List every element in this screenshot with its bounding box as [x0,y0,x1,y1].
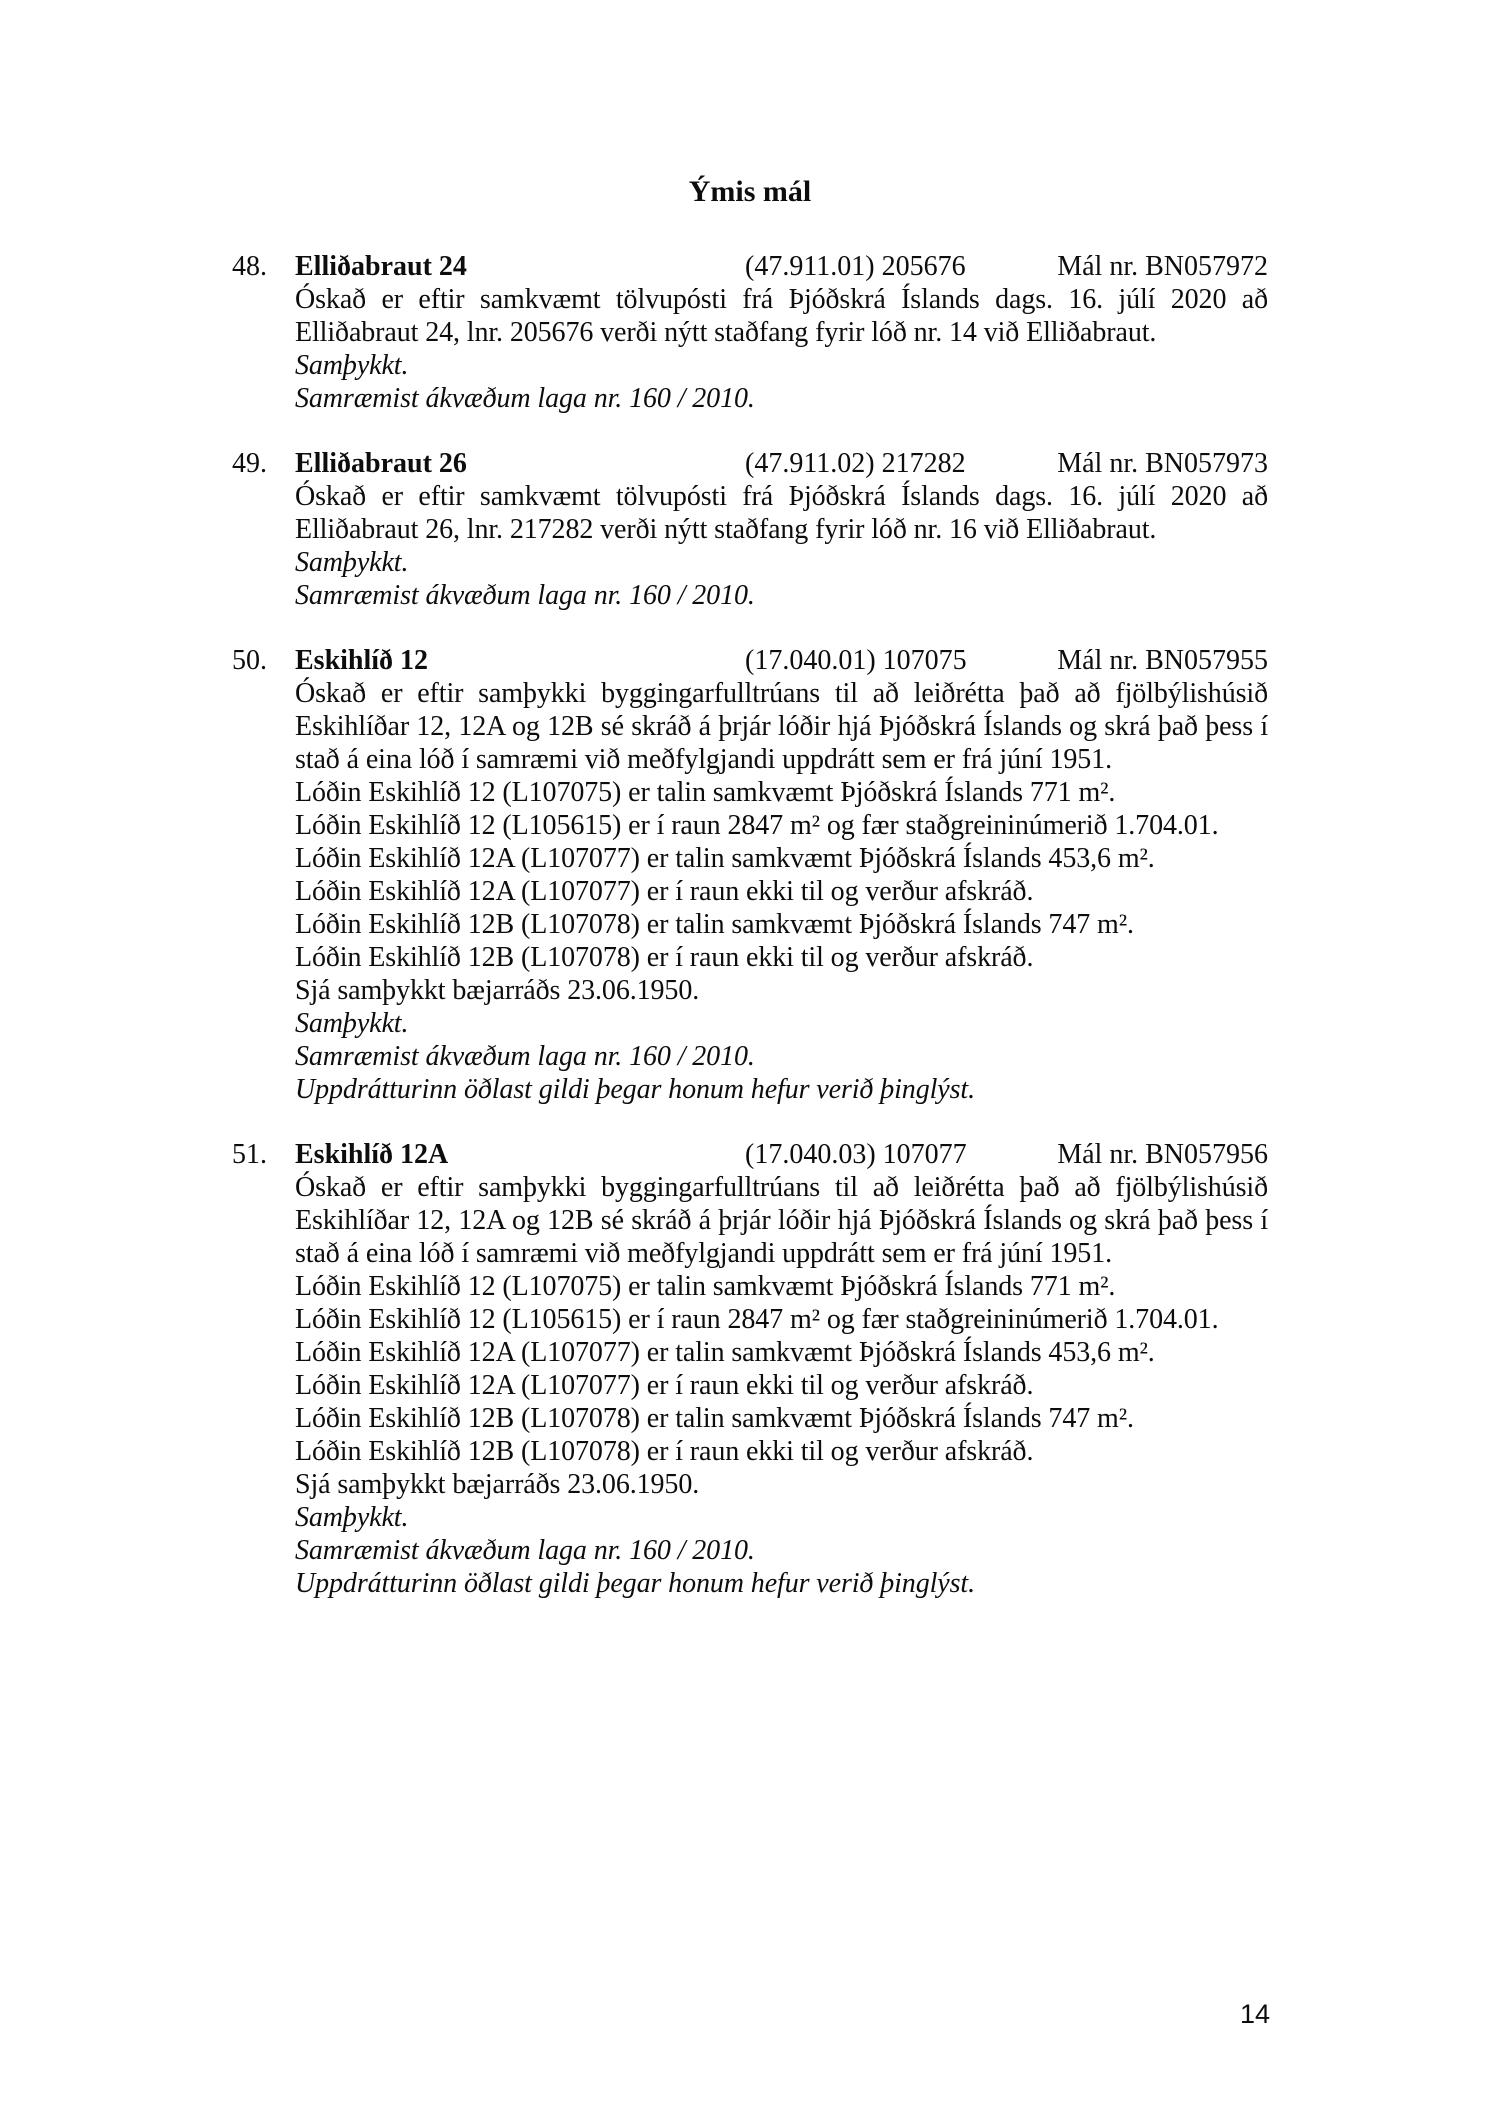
item-body [295,250,1268,415]
item-text-line: Óskað er eftir samþykki byggingarfulltrúans til að leiðrétta það að fjölbýlishúsið [295,1172,1268,1203]
item-body [295,1138,1268,1600]
item-reference: (47.911.01) 205676 [745,251,966,282]
item-text-line: Lóðin Eskihlíð 12 (L105615) er í raun 2847 m² og fær staðgreininúmerið 1.704.01. [295,810,1219,841]
item-text-line: Elliðabraut 26, lnr. 217282 verði nýtt staðfang fyrir lóð nr. 16 við Elliðabraut. [295,514,1157,545]
item-case-number: Mál nr. BN057973 [1057,448,1268,479]
item-text-line: Óskað er eftir samkvæmt tölvupósti frá Þjóðskrá Íslands dags. 16. júlí 2020 að [295,284,1268,315]
item-heading [295,447,1268,480]
item-address: Elliðabraut 26 [295,448,467,479]
item-text-line: Sjá samþykkt bæjarráðs 23.06.1950. [295,1469,700,1500]
item-text-line: Lóðin Eskihlíð 12 (L105615) er í raun 2847 m² og fær staðgreininúmerið 1.704.01. [295,1304,1219,1335]
item-text-line: Lóðin Eskihlíð 12A (L107077) er talin samkvæmt Þjóðskrá Íslands 453,6 m². [295,843,1155,874]
item-case-number: Mál nr. BN057972 [1057,251,1268,282]
item-text-line: Uppdrátturinn öðlast gildi þegar honum hefur verið þinglýst. [295,1074,975,1105]
item-text [295,480,1268,612]
item-number: 48. [232,251,267,282]
agenda-item [232,250,1268,415]
item-heading [295,644,1268,677]
item-text-line: Lóðin Eskihlíð 12A (L107077) er talin samkvæmt Þjóðskrá Íslands 453,6 m². [295,1337,1155,1368]
item-text-line: Elliðabraut 24, lnr. 205676 verði nýtt staðfang fyrir lóð nr. 14 við Elliðabraut. [295,317,1157,348]
item-text-line: Samþykkt. [295,350,409,381]
page-title: Ýmis mál [688,175,812,208]
item-number: 49. [232,448,267,479]
item-text-line: Samþykkt. [295,1008,409,1039]
item-text-line: stað á eina lóð í samræmi við meðfylgjandi uppdrátt sem er frá júní 1951. [295,744,1112,775]
item-text-line: Lóðin Eskihlíð 12A (L107077) er í raun ekki til og verður afskráð. [295,1370,1034,1401]
item-reference: (47.911.02) 217282 [745,448,966,479]
agenda-item [232,447,1268,612]
item-text-line: Lóðin Eskihlíð 12B (L107078) er talin samkvæmt Þjóðskrá Íslands 747 m². [295,909,1134,940]
agenda-item-list [232,250,1268,1632]
item-text-line: Óskað er eftir samþykki byggingarfulltrúans til að leiðrétta það að fjölbýlishúsið [295,678,1268,709]
item-text-line: Samþykkt. [295,547,409,578]
item-text [295,1171,1268,1600]
item-text-line: Samræmist ákvæðum laga nr. 160 / 2010. [295,1041,755,1072]
item-case-number: Mál nr. BN057956 [1057,1139,1268,1170]
item-body [295,644,1268,1106]
item-case-number: Mál nr. BN057955 [1057,645,1268,676]
item-reference: (17.040.03) 107077 [745,1139,967,1170]
item-number: 51. [232,1139,267,1170]
agenda-item [232,1138,1268,1600]
item-text-line: Eskihlíðar 12, 12A og 12B sé skráð á þrjár lóðir hjá Þjóðskrá Íslands og skrá það þess í [295,711,1268,742]
item-body [295,447,1268,612]
item-text-line: Lóðin Eskihlíð 12A (L107077) er í raun ekki til og verður afskráð. [295,876,1034,907]
item-reference: (17.040.01) 107075 [745,645,967,676]
item-text-line: Samræmist ákvæðum laga nr. 160 / 2010. [295,383,755,414]
item-text-line: Eskihlíðar 12, 12A og 12B sé skráð á þrjár lóðir hjá Þjóðskrá Íslands og skrá það þess í [295,1205,1268,1236]
item-text [295,283,1268,415]
item-text-line: Óskað er eftir samkvæmt tölvupósti frá Þjóðskrá Íslands dags. 16. júlí 2020 að [295,481,1268,512]
item-heading [295,1138,1268,1171]
item-text-line: Samþykkt. [295,1502,409,1533]
item-text-line: Lóðin Eskihlíð 12B (L107078) er talin samkvæmt Þjóðskrá Íslands 747 m². [295,1403,1134,1434]
page-number: 14 [1239,1999,1270,2029]
item-text-line: Samræmist ákvæðum laga nr. 160 / 2010. [295,580,755,611]
item-text-line: Sjá samþykkt bæjarráðs 23.06.1950. [295,975,700,1006]
item-address: Elliðabraut 24 [295,251,467,282]
item-text-line: stað á eina lóð í samræmi við meðfylgjandi uppdrátt sem er frá júní 1951. [295,1238,1112,1269]
item-address: Eskihlíð 12A [295,1139,449,1170]
item-text-line: Lóðin Eskihlíð 12B (L107078) er í raun ekki til og verður afskráð. [295,1436,1034,1467]
agenda-item [232,644,1268,1106]
item-text-line: Uppdrátturinn öðlast gildi þegar honum hefur verið þinglýst. [295,1568,975,1599]
item-text-line: Lóðin Eskihlíð 12 (L107075) er talin samkvæmt Þjóðskrá Íslands 771 m². [295,1271,1116,1302]
item-text-line: Lóðin Eskihlíð 12 (L107075) er talin samkvæmt Þjóðskrá Íslands 771 m². [295,777,1116,808]
item-heading [295,250,1268,283]
item-text-line: Samræmist ákvæðum laga nr. 160 / 2010. [295,1535,755,1566]
item-text [295,677,1268,1106]
item-text-line: Lóðin Eskihlíð 12B (L107078) er í raun ekki til og verður afskráð. [295,942,1034,973]
item-number: 50. [232,645,267,676]
item-address: Eskihlíð 12 [295,645,429,676]
